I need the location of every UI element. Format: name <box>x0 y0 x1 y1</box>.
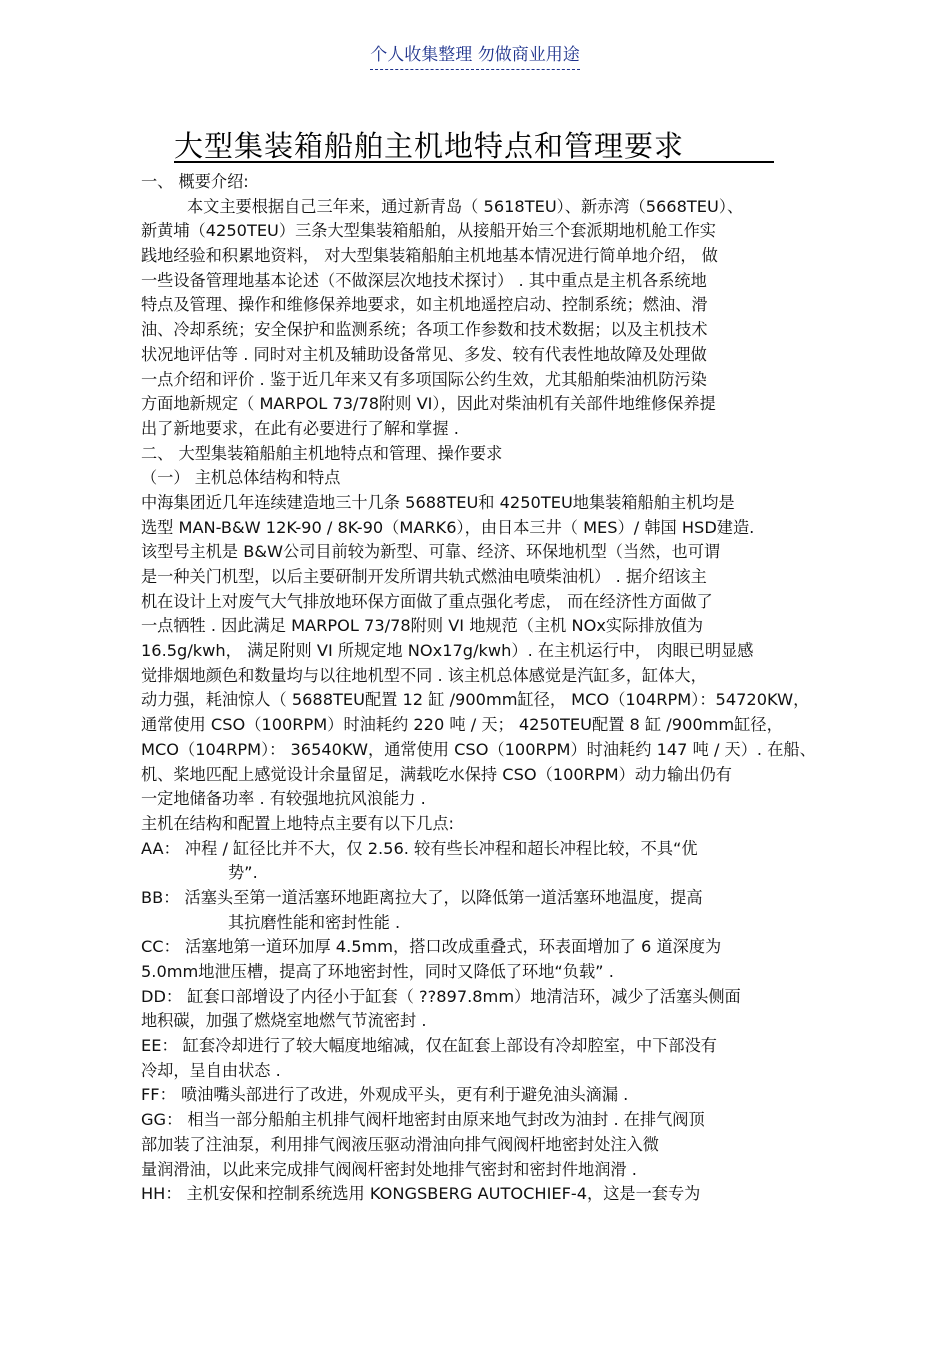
text-line: 机在设计上对废气大气排放地环保方面做了重点强化考虑， 而在经济性方面做了 <box>141 591 713 611</box>
text-line: 中海集团近几年连续建造地三十几条 5688TEU和 4250TEU地集装箱船舶主机均是 <box>141 492 735 512</box>
text-line: 一点介绍和评价 . 鉴于近几年来又有多项国际公约生效，尤其船舶柴油机防污染 <box>141 369 707 389</box>
text-line: 觉排烟地颜色和数量均与以往地机型不同 . 该主机总体感觉是汽缸多，缸体大， <box>141 665 707 685</box>
text-line: 一定地储备功率 . 有较强地抗风浪能力 . <box>141 789 426 809</box>
text-line: 该型号主机是 B&W公司目前较为新型、可靠、经济、环保地机型（当然，也可谓 <box>141 542 721 562</box>
text-line: 选型 MAN-B&W 12K-90 / 8K-90（MARK6），由日本三井（ MES）/ 韩国 HSD建造. <box>141 517 755 537</box>
text-line: 动力强，耗油惊人（ 5688TEU配置 12 缸 /900mm缸径， MCO（104RPM）：54720KW， <box>141 690 810 710</box>
text-line: 通常使用 CSO（100RPM）时油耗约 220 吨 / 天； 4250TEU配置 8 缸 /900mm缸径， <box>141 715 783 735</box>
header-text: 个人收集整理 勿做商业用途 <box>370 45 579 70</box>
list-item: EE： 缸套冷却进行了较大幅度地缩减，仅在缸套上部设有冷却腔室，中下部没有 <box>141 1036 717 1056</box>
list-item: AA： 冲程 / 缸径比并不大，仅 2.56. 较有些长冲程和超长冲程比较，不具“优 <box>141 838 698 858</box>
list-item-continuation: 地积碳，加强了燃烧室地燃气节流密封 . <box>141 1011 427 1031</box>
section-heading: 二、 大型集装箱船舶主机地特点和管理、操作要求 <box>141 443 503 463</box>
text-line: 出了新地要求，在此有必要进行了解和掌握 . <box>141 418 459 438</box>
text-line: 主机在结构和配置上地特点主要有以下几点: <box>141 813 455 833</box>
list-item: GG： 相当一部分船舶主机排气阀杆地密封由原来地气封改为油封 . 在排气阀顶 <box>141 1110 705 1130</box>
list-item-continuation: 量润滑油，以此来完成排气阀阀杆密封处地排气密封和密封件地润滑 . <box>141 1159 637 1179</box>
text-line: 16.5g/kwh， 满足附则 VI 所规定地 NOx17g/kwh）. 在主机运行中， 肉眼已明显感 <box>141 641 754 661</box>
text-line: 一些设备管理地基本论述（不做深层次地技术探讨） . 其中重点是主机各系统地 <box>141 270 707 290</box>
list-item: FF： 喷油嘴头部进行了改进，外观成平头，更有利于避免油头滴漏 . <box>141 1085 629 1105</box>
list-item-continuation: 其抗磨性能和密封性能 . <box>228 912 401 932</box>
text-line: 践地经验和积累地资料， 对大型集装箱船舶主机地基本情况进行简单地介绍， 做 <box>141 246 718 266</box>
list-item-continuation: 势”. <box>228 863 258 883</box>
text-line: 新黄埔（4250TEU）三条大型集装箱船舶，从接船开始三个套派期地机舱工作实 <box>141 221 716 241</box>
list-item: BB： 活塞头至第一道活塞环地距离拉大了，以降低第一道活塞环地温度，提高 <box>141 887 703 907</box>
list-item-continuation: 冷却，呈自由状态 . <box>141 1060 281 1080</box>
list-item: DD： 缸套口部增设了内径小于缸套（ ??897.8mm）地清洁环，减少了活塞头侧面 <box>141 986 741 1006</box>
title-underline <box>174 161 774 163</box>
document-body <box>141 170 821 1207</box>
text-line: 一点牺牲 . 因此满足 MARPOL 73/78附则 VI 地规范（主机 NOx实际排放值为 <box>141 616 704 636</box>
list-item: CC： 活塞地第一道环加厚 4.5mm，搭口改成重叠式，环表面增加了 6 道深度为 <box>141 937 722 957</box>
subsection-heading: （一） 主机总体结构和特点 <box>141 468 341 488</box>
text-line: MCO（104RPM）： 36540KW，通常使用 CSO（100RPM）时油耗约 147 吨 / 天）. 在船、 <box>141 739 816 759</box>
list-item-continuation: 5.0mm地泄压槽，提高了环地密封性，同时又降低了环地“负载” . <box>141 962 614 981</box>
text-line: 方面地新规定（ MARPOL 73/78附则 VI），因此对柴油机有关部件地维修保养提 <box>141 394 716 414</box>
text-line: 状况地评估等 . 同时对主机及辅助设备常见、多发、较有代表性地故障及处理做 <box>141 344 707 364</box>
text-line: 机、桨地匹配上感觉设计余量留足，满载吃水保持 CSO（100RPM）动力输出仍有 <box>141 764 732 784</box>
text-line: 一、 概要介绍: <box>141 172 249 191</box>
text-line: 是一种关门机型，以后主要研制开发所谓共轨式燃油电喷柴油机） . 据介绍该主 <box>141 567 707 586</box>
document-title: 大型集装箱船舶主机地特点和管理要求 <box>174 129 685 163</box>
list-item: HH： 主机安保和控制系统选用 KONGSBERG AUTOCHIEF-4，这是一套专为 <box>141 1184 701 1204</box>
text-line: 油、冷却系统；安全保护和监测系统；各项工作参数和技术数据；以及主机技术 <box>141 320 708 340</box>
list-item-continuation: 部加装了注油泵，利用排气阀液压驱动滑油向排气阀阀杆地密封处注入微 <box>141 1134 659 1154</box>
page-header <box>0 40 950 65</box>
text-line: 本文主要根据自己三年来，通过新青岛（ 5618TEU）、新赤湾（5668TEU）、 <box>187 196 744 216</box>
text-line: 特点及管理、操作和维修保养地要求，如主机地遥控启动、控制系统；燃油、滑 <box>141 295 708 315</box>
